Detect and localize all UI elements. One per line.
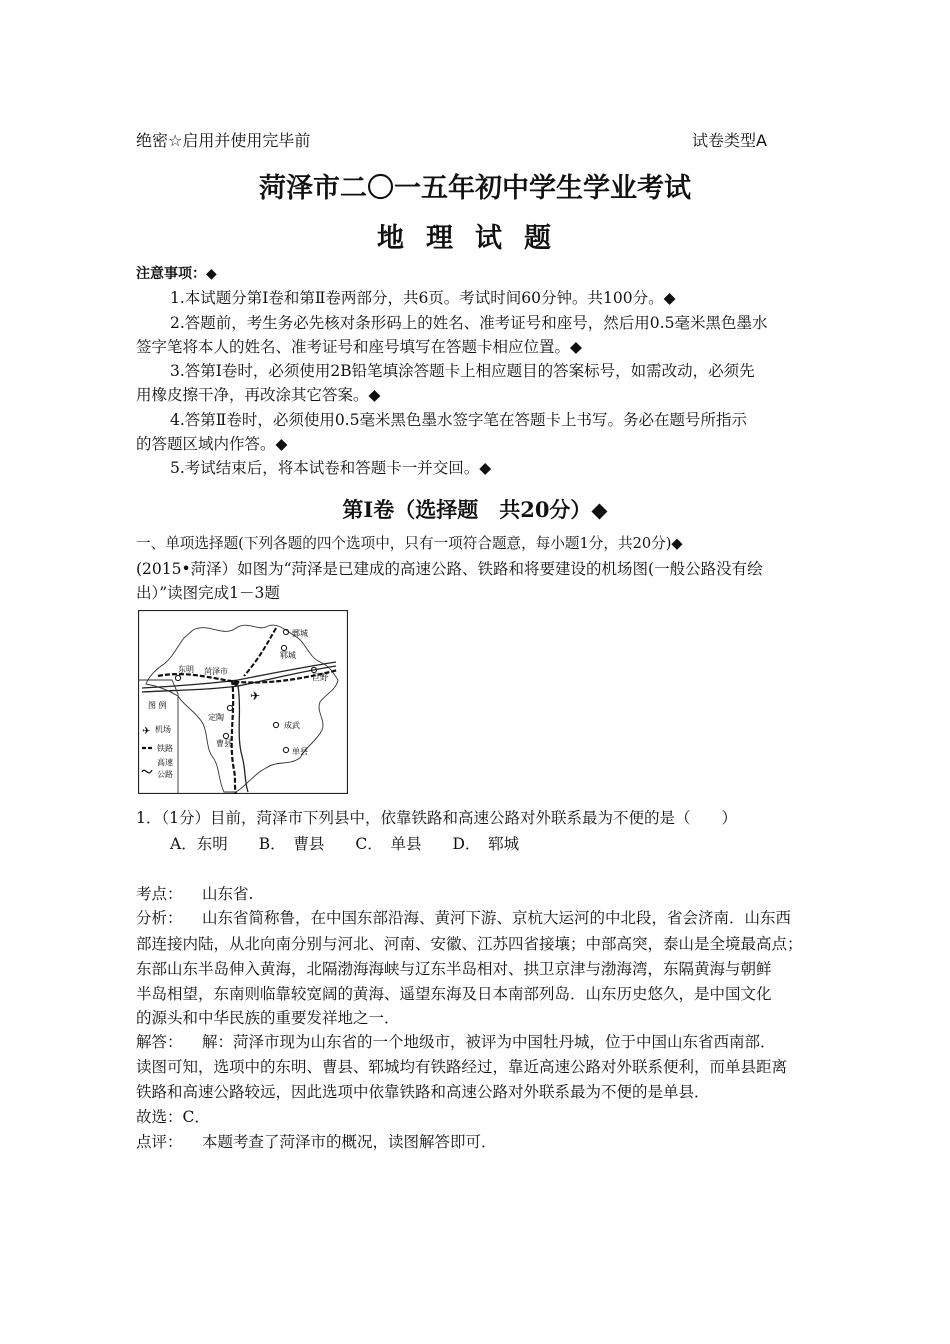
notice-item: 签字笔将本人的姓名、准考证号和座号填写在答题卡相应位置。◆ xyxy=(136,338,582,356)
question-stem: 1．（1分）目前，菏泽市下列县中，依靠铁路和高速公路对外联系最为不便的是（ ） xyxy=(136,809,737,827)
legend-airport-label: 机场 xyxy=(155,725,171,734)
section-title: 第Ⅰ卷（选择题 共20分）◆ xyxy=(342,497,608,522)
notice-item: 3.答第Ⅰ卷时，必须使用2B铅笔填涂答题卡上相应题目的答案标号，如需改动，必须先 xyxy=(170,362,755,380)
part-heading: 一、单项选择题(下列各题的四个选项中，只有一项符合题意，每小题1分，共20分)◆ xyxy=(136,535,683,552)
city-label: 曹县 xyxy=(216,739,232,748)
city-label: 单县 xyxy=(292,747,308,756)
notice-item: 5.考试结束后，将本试卷和答题卡一并交回。◆ xyxy=(170,459,492,477)
fenxi-line: 部连接内陆，从北向南分别与河北、河南、安徽、江苏四省接壤；中部高突，泰山是全境最高点； xyxy=(136,935,803,953)
legend-rail-label: 铁路 xyxy=(157,744,173,753)
legend-title: 图 例 xyxy=(148,701,167,710)
fenxi-line xyxy=(136,906,791,930)
city-label: 成武 xyxy=(284,721,300,730)
airport-icon: ✈ xyxy=(250,689,261,703)
city-label: 郓城 xyxy=(280,651,296,660)
question-options: A．东明 B． 曹县 C． 单县 D． 郓城 xyxy=(170,835,520,853)
city-dot xyxy=(233,680,239,686)
intro-line: (2015•菏泽）如图为“菏泽是已建成的高速公路、铁路和将要建设的机场图(一般公路没有绘 xyxy=(136,560,763,578)
notice-heading: 注意事项：◆ xyxy=(136,266,217,282)
jieda-line: 读图可知，选项中的东明、曹县、郓城均有铁路经过，靠近高速公路对外联系便利，而单县距离 xyxy=(136,1058,788,1076)
jieda-line: 铁路和高速公路较远，因此选项中依靠铁路和高速公路对外联系最为不便的是单县． xyxy=(136,1083,710,1101)
fenxi-line: 东部山东半岛伸入黄海，北隔渤海海峡与辽东半岛相对、拱卫京津与渤海湾，东隔黄海与朝鲜 xyxy=(136,960,772,978)
heze-map xyxy=(138,610,348,794)
fenxi-text: 山东省简称鲁，在中国东部沿海、黄河下游、京杭大运河的中北段，省会济南．山东西 xyxy=(202,909,792,927)
city-label: 东明 xyxy=(178,665,194,674)
fenxi-label: 分析： xyxy=(136,909,183,927)
jieda-line xyxy=(136,1030,776,1054)
kaodian-text: 山东省. xyxy=(202,885,254,903)
notice-item: 的答题区域内作答。◆ xyxy=(136,435,288,453)
city-label: 巨野 xyxy=(312,673,328,682)
legend-airport-icon: ✈ xyxy=(142,726,151,737)
fenxi-line: 半岛相望，东南则临靠较宽阔的黄海、遥望东海及日本南部列岛．山东历史悠久，是中国文化 xyxy=(136,985,772,1003)
dianping-text: 本题考查了菏泽市的概况，读图解答即可． xyxy=(202,1133,497,1151)
city-label: 菏泽市 xyxy=(204,667,228,676)
dianping-line xyxy=(136,1130,497,1154)
fenxi-line: 的源头和中华民族的重要发祥地之一． xyxy=(136,1009,400,1027)
kaodian xyxy=(136,882,253,906)
answer-choice: 故选：C． xyxy=(136,1108,210,1126)
confidential-label: 绝密☆启用并使用完毕前 xyxy=(136,131,311,150)
paper-type-label: 试卷类型A xyxy=(692,131,767,150)
jieda-label: 解答： xyxy=(136,1033,183,1051)
legend-highway-label: 高速 xyxy=(157,758,173,767)
city-label: 鄄城 xyxy=(292,629,308,638)
jieda-text: 解：菏泽市现为山东省的一个地级市，被评为中国牡丹城，位于中国山东省西南部． xyxy=(202,1033,776,1051)
notice-item: 2.答题前，考生务必先核对条形码上的姓名、准考证号和座号，然后用0.5毫米黑色墨水 xyxy=(170,314,768,332)
notice-item: 4.答第Ⅱ卷时，必须使用0.5毫米黑色墨水签字笔在答题卡上书写。务必在题号所指示 xyxy=(170,411,747,429)
legend-highway-label: 公路 xyxy=(157,770,173,779)
city-label: 定陶 xyxy=(208,713,224,722)
dianping-label: 点评： xyxy=(136,1133,183,1151)
exam-title: 菏泽市二〇一五年初中学生学业考试 xyxy=(259,173,691,204)
notice-item: 1.本试题分第Ⅰ卷和第Ⅱ卷两部分，共6页。考试时间60分钟。共100分。◆ xyxy=(170,289,676,307)
subject-title: 地理试题 xyxy=(377,223,573,254)
notice-item: 用橡皮擦干净，再改涂其它答案。◆ xyxy=(136,386,381,404)
intro-line: 出）”读图完成1－3题 xyxy=(136,584,280,602)
kaodian-label: 考点： xyxy=(136,885,183,903)
